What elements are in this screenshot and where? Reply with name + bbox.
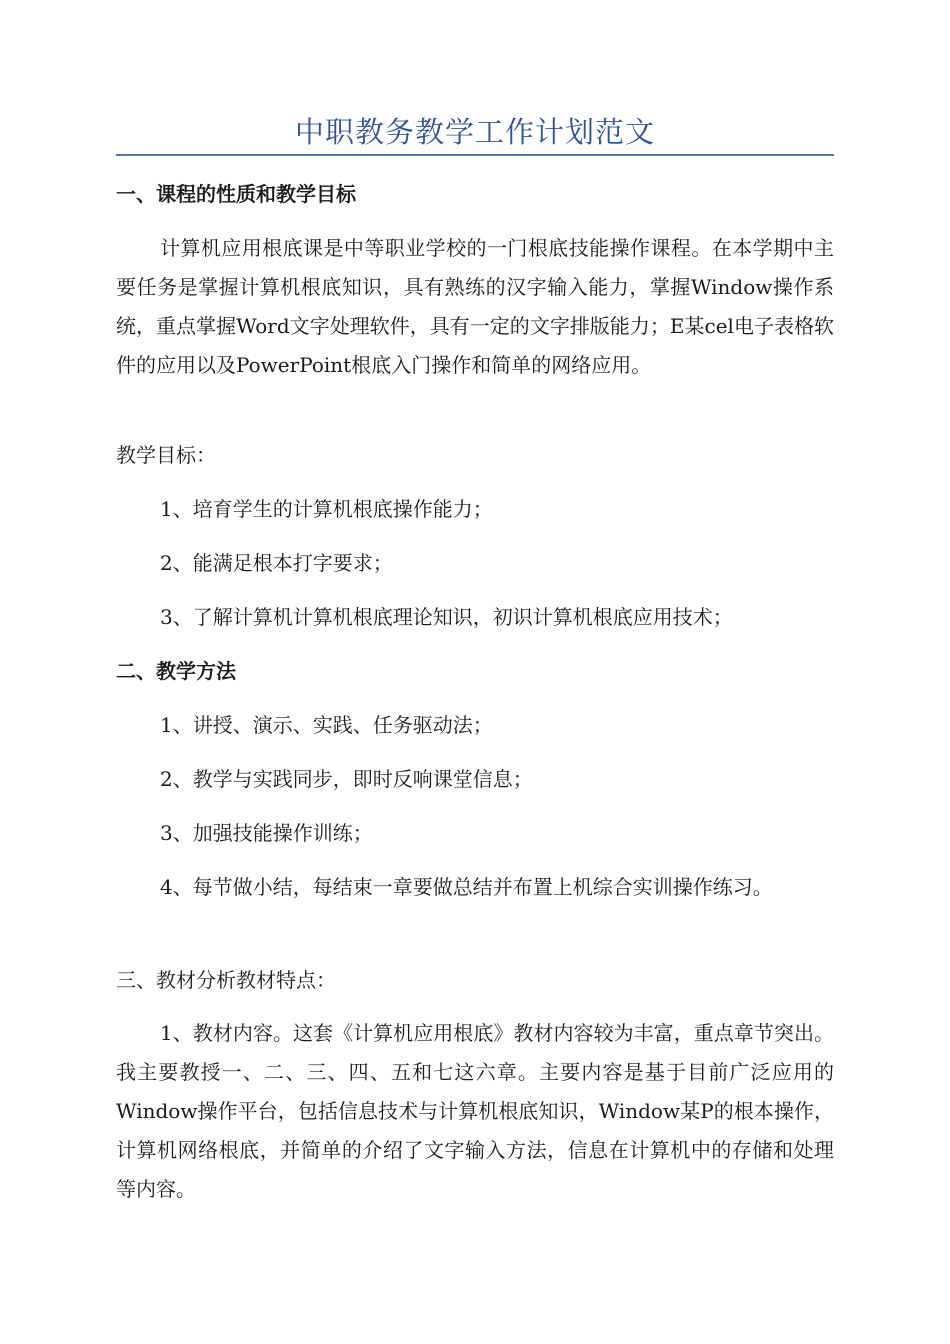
section-1-subheading: 教学目标：	[116, 443, 216, 467]
title-underline	[116, 154, 834, 156]
section-2-item-3: 3、加强技能操作训练；	[160, 821, 373, 845]
section-3-paragraph: 1、教材内容。这套《计算机应用根底》教材内容较为丰富，重点章节突出。我主要教授一、二、三、四、五和七这六章。主要内容是基于目前广泛应用的Window操作平台，包括信息技术与计算机根底知识，Window某P的根本操作，计算机网络根底，并简单的介绍了文字输入方法，信息在计算机中的存储和处理等内容。	[116, 1021, 834, 1201]
document-title: 中职教务教学工作计划范文	[294, 115, 655, 149]
section-1-item-3: 3、了解计算机计算机根底理论知识，初识计算机根底应用技术；	[160, 605, 733, 629]
section-1-heading: 一、课程的性质和教学目标	[116, 182, 356, 206]
section-2-item-1: 1、讲授、演示、实践、任务驱动法；	[160, 713, 493, 737]
section-2-item-4: 4、每节做小结，每结束一章要做总结并布置上机综合实训操作练习。	[160, 875, 773, 899]
section-1-item-1: 1、培育学生的计算机根底操作能力；	[160, 497, 493, 521]
section-1-item-2: 2、能满足根本打字要求；	[160, 551, 393, 575]
section-1-paragraph: 计算机应用根底课是中等职业学校的一门根底技能操作课程。在本学期中主要任务是掌握计算机根底知识，具有熟练的汉字输入能力，掌握Window操作系统，重点掌握Word文字处理软件，具有一定的文字排版能力；E某cel电子表格软件的应用以及PowerPoint根底入门操作和简单的网络应用。	[116, 236, 834, 377]
section-2-item-2: 2、教学与实践同步，即时反响课堂信息；	[160, 767, 533, 791]
section-2-heading: 二、教学方法	[116, 659, 236, 683]
section-3-heading: 三、教材分析教材特点：	[116, 968, 336, 992]
